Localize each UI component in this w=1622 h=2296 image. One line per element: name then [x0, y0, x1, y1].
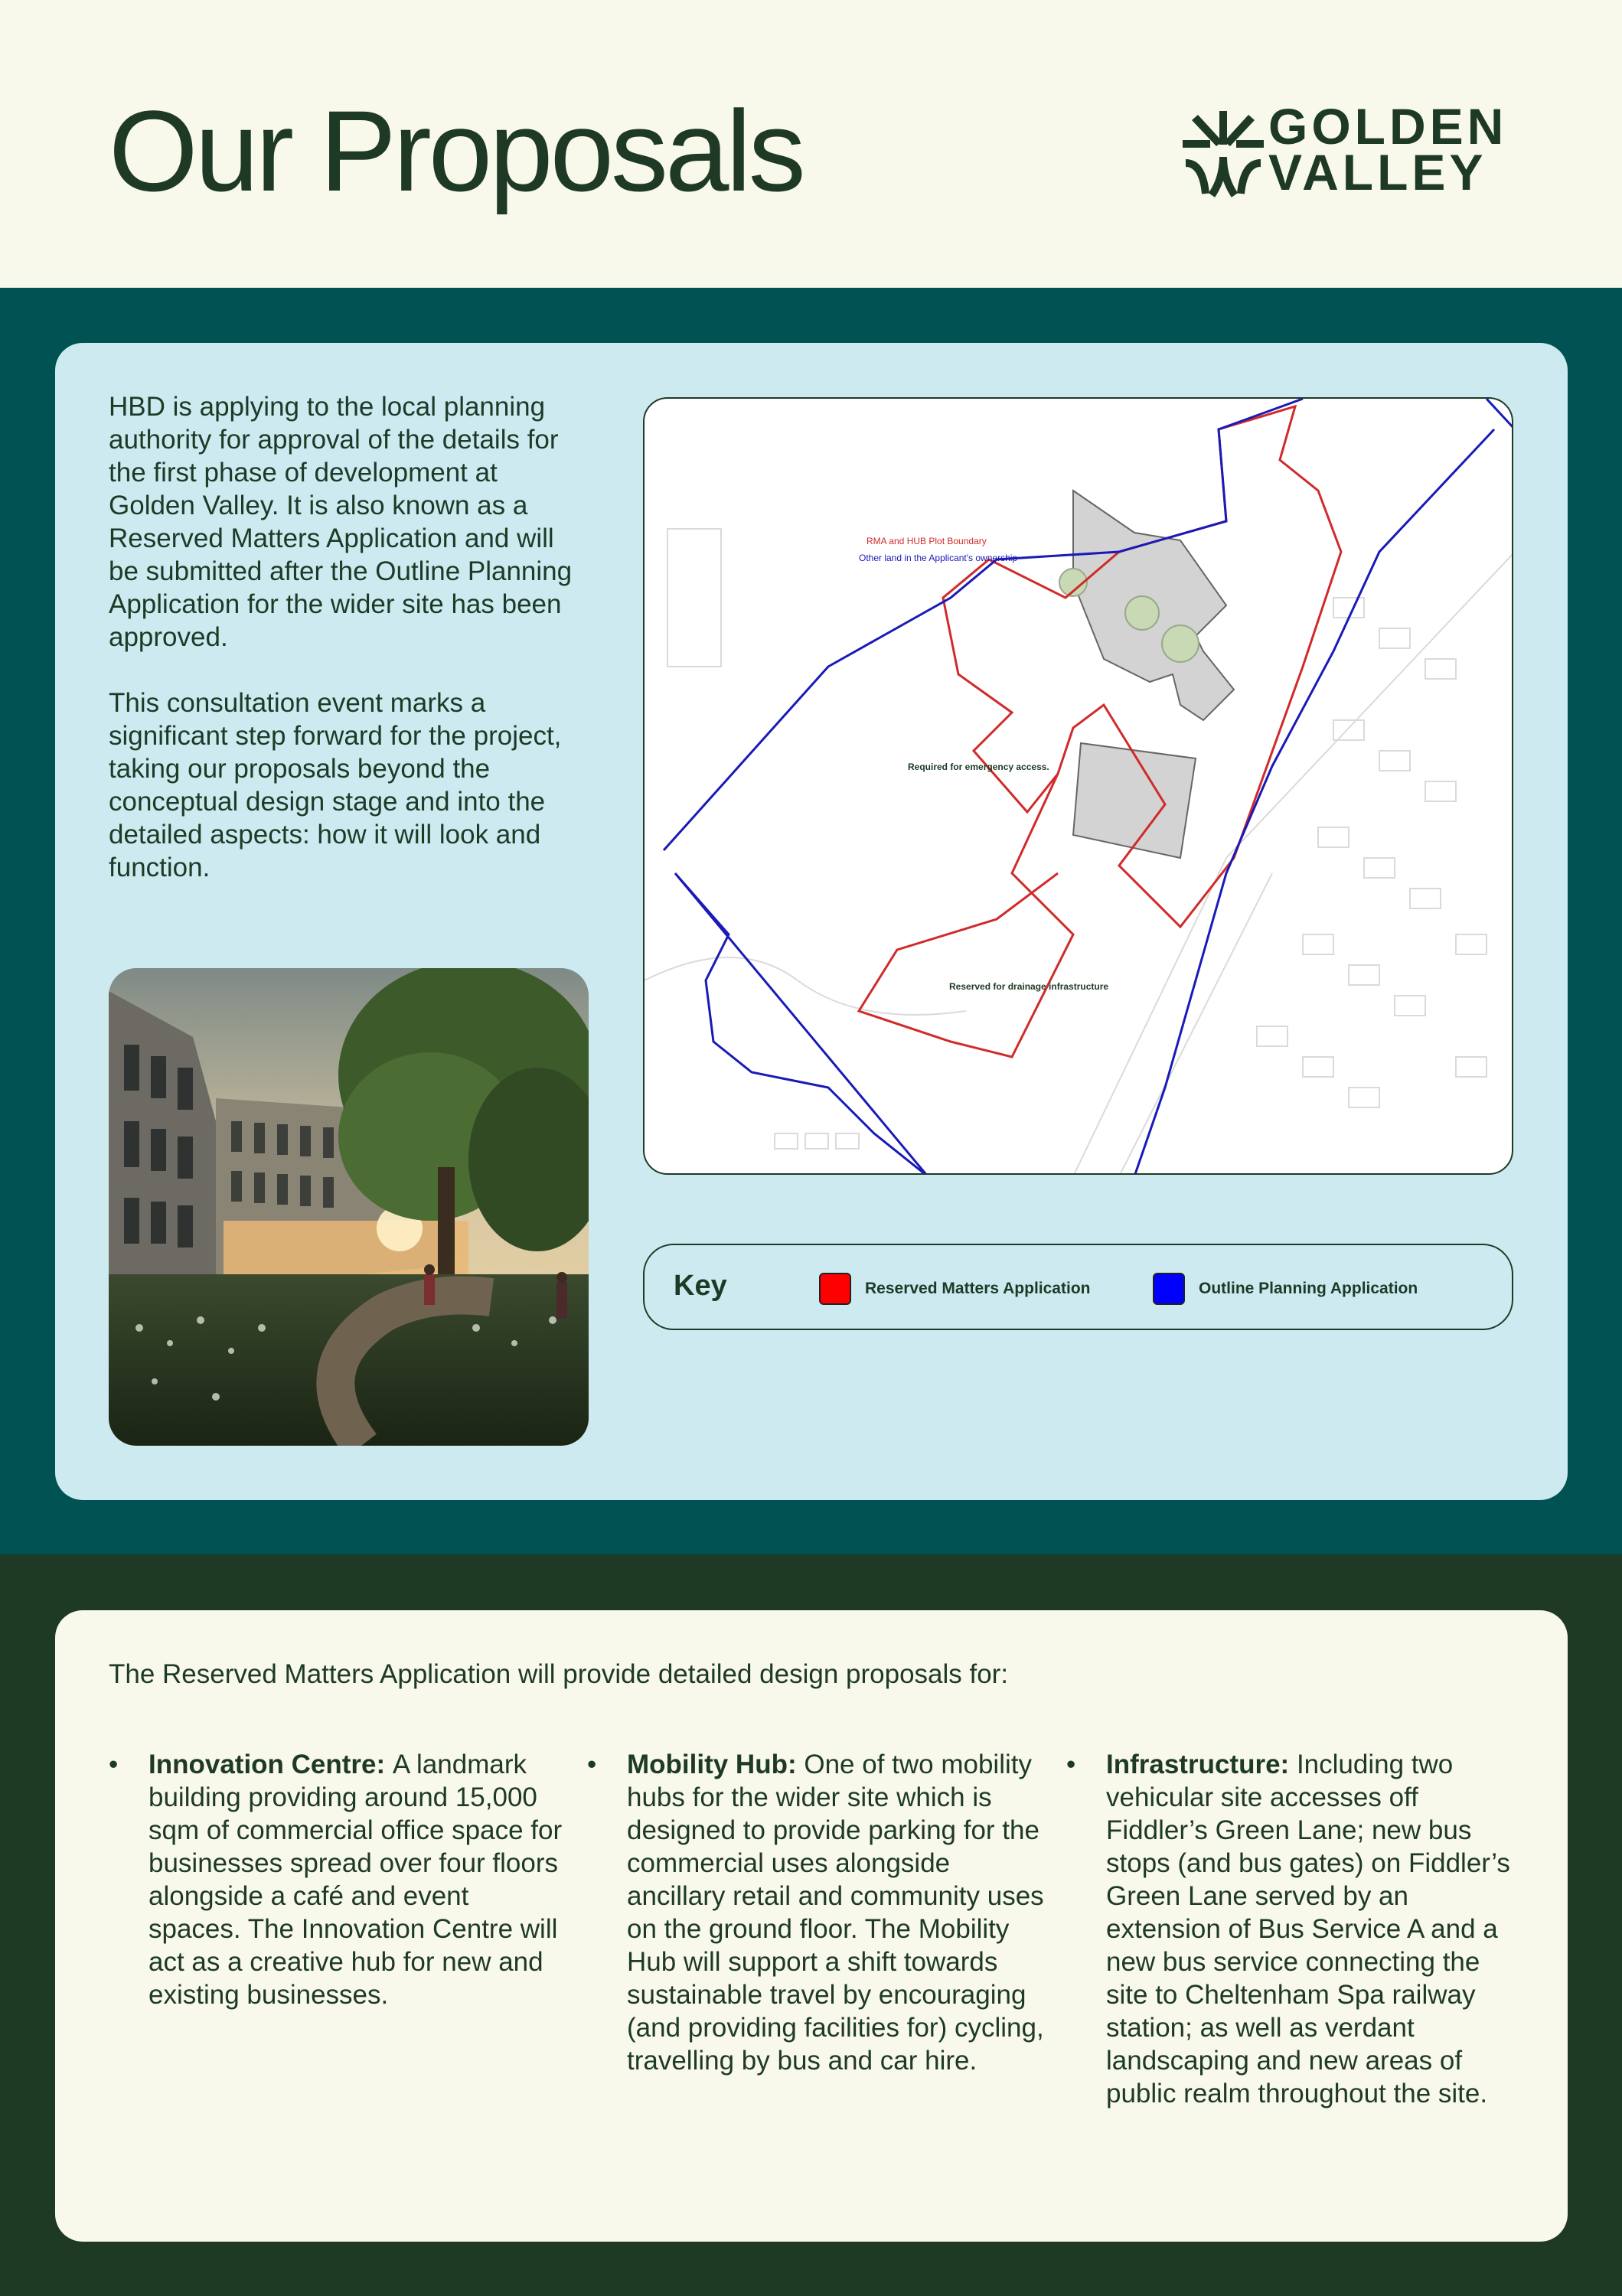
- key-title: Key: [674, 1270, 727, 1302]
- logo-line-valley: VALLEY: [1268, 144, 1487, 201]
- page-title: Our Proposals: [109, 86, 803, 215]
- map-label-drainage: Reserved for drainage infrastructure: [949, 981, 1109, 992]
- mobility-hub-footprint: [1073, 743, 1196, 858]
- red-swatch: [819, 1273, 851, 1305]
- detail-title: Infrastructure:: [1106, 1750, 1297, 1779]
- innovation-centre-footprint: [1073, 491, 1234, 858]
- key-item-label: Outline Planning Application: [1199, 1280, 1418, 1297]
- key-item-opa: [1153, 1273, 1418, 1305]
- bullet-icon: •: [1066, 1750, 1076, 1779]
- detail-mobility-hub: [587, 1748, 1046, 2077]
- detail-title: Mobility Hub:: [627, 1750, 804, 1779]
- bullet-icon: •: [109, 1750, 119, 1779]
- intro-paragraph-2: This consultation event marks a significant step forward for the project, taking our proposals beyond the conceptual design stage and into the detailed aspects: how it will look and function.: [109, 688, 562, 882]
- key-item-label: Reserved Matters Application: [865, 1280, 1091, 1297]
- blue-swatch: [1153, 1273, 1185, 1305]
- bullet-icon: •: [587, 1750, 597, 1779]
- map-label-emergency: Required for emergency access.: [908, 762, 1049, 772]
- detail-text: A landmark building providing around 15,000 sqm of commercial office space for businesses spread over four floors alongside a café and event spaces. The Innovation Centre will act as a creative hub for new and existing businesses.: [148, 1750, 563, 2010]
- key-item-rma: [819, 1273, 1090, 1305]
- detail-innovation-centre: [109, 1748, 568, 2011]
- map-label-ownership: Other land in the Applicant's ownership: [859, 553, 1018, 563]
- detail-text: Including two vehicular site accesses off Fiddler’s Green Lane; new bus stops (and bus gates) on Fiddler’s Green Lane served by an extension of Bus Service A and a new bus service connecting the site to Cheltenham Spa railway station; as well as verdant landscaping and new areas of public realm throughout the site.: [1106, 1750, 1510, 2108]
- golden-valley-logo: [1183, 98, 1519, 203]
- sunrise-logo-icon: [1183, 109, 1264, 198]
- site-plan-map: [643, 397, 1513, 1175]
- detail-text: One of two mobility hubs for the wider site which is designed to provide parking for the commercial uses alongside ancillary retail and community uses on the ground floor. The Mobility Hub will support a shift towards sustainable travel by encouraging (and providing facilities for) cycling, travelling by bus and car hire.: [627, 1750, 1044, 2076]
- details-lead: The Reserved Matters Application will provide detailed design proposals for:: [109, 1659, 1009, 1689]
- courtyard-illustration: [109, 968, 589, 1446]
- detail-infrastructure: [1066, 1748, 1526, 2110]
- map-key: [643, 1244, 1513, 1330]
- map-label-rma: RMA and HUB Plot Boundary: [866, 536, 987, 546]
- detail-title: Innovation Centre:: [148, 1750, 393, 1779]
- site-plan-drawing: [645, 399, 1513, 1175]
- logo-line-golden: GOLDEN: [1268, 98, 1508, 155]
- logo-wordmark: [1268, 98, 1508, 201]
- intro-text: [109, 390, 576, 884]
- innovation-centre-render: [109, 968, 589, 1446]
- intro-paragraph-1: HBD is applying to the local planning authority for approval of the details for the first phase of development at Golden Valley. It is also known as a Reserved Matters Application and will be submitted after the Outline Planning Application for the wider site has been approved.: [109, 392, 573, 652]
